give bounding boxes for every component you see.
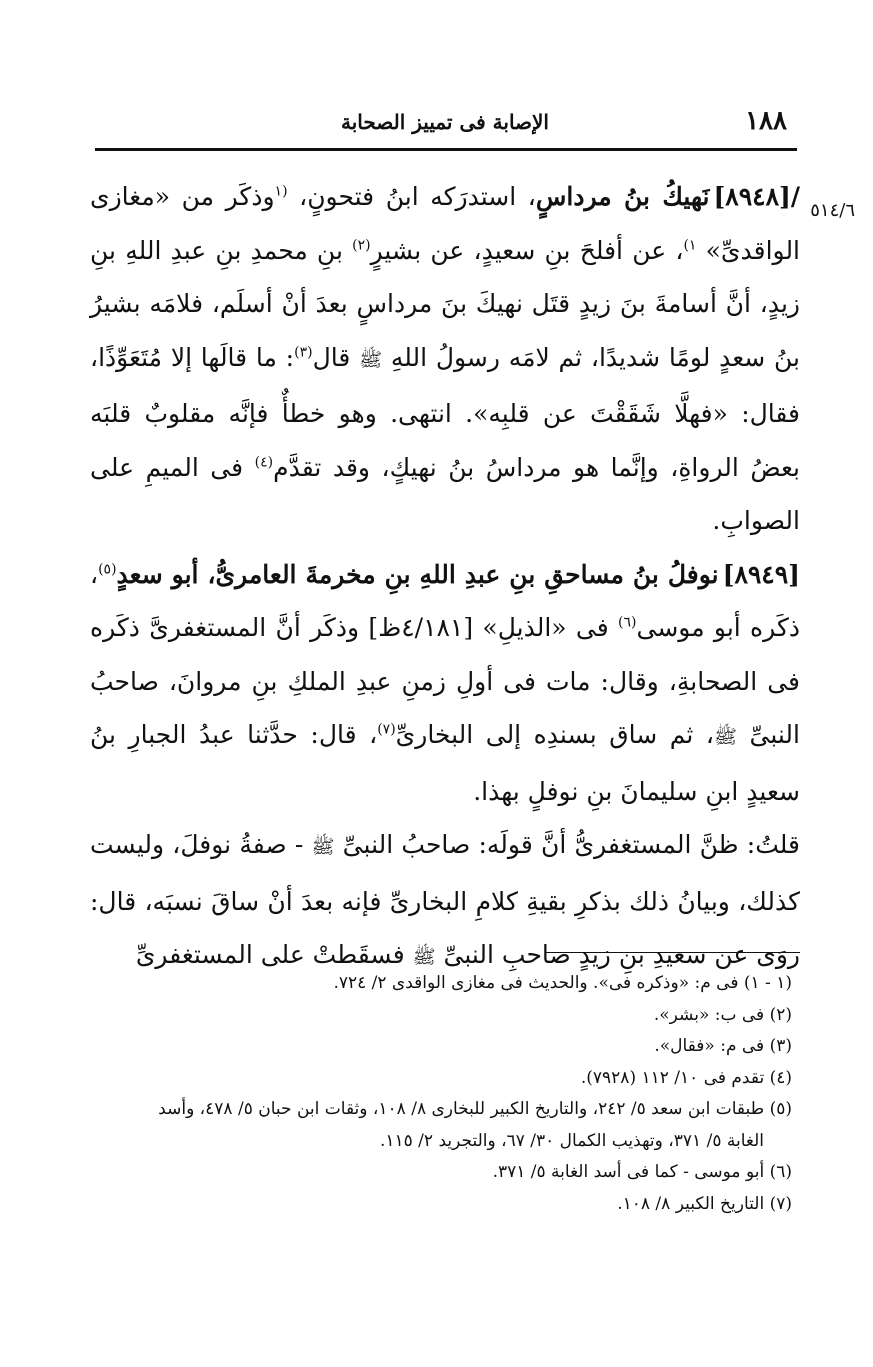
- author-comment: [90, 818, 800, 985]
- pbuh-glyph: ﷺ: [311, 836, 335, 858]
- comment-text: فسقَطتْ على المستغفرىِّ: [135, 940, 413, 969]
- footnote-marker[interactable]: (٦): [618, 614, 637, 631]
- footnotes: [80, 968, 792, 1220]
- page-header: [95, 100, 795, 142]
- footnote-5-continued: الغابة ٥/ ٣٧١، وتهذيب الكمال ٣٠/ ٦٧، والتجريد ٢/ ١١٥.: [379, 1130, 764, 1151]
- entry-text: ، قال: حدَّثنا عبدُ الجبارِ بنُ سعيدٍ ابنِ سليمانَ بنِ نوفلٍ بهذا.: [90, 720, 800, 806]
- entry-text: ، استدرَكه ابنُ فتحونٍ،: [287, 182, 536, 211]
- footnote-marker[interactable]: (٤): [254, 454, 274, 471]
- footnote-4: (٤) تقدم فى ١٠/ ١١٢ (٧٩٢٨).: [580, 1067, 792, 1088]
- pbuh-glyph: ﷺ: [359, 348, 383, 371]
- comment-text: قلتُ: ظنَّ المستغفرىُّ أنَّ قولَه: صاحبُ النبىِّ: [334, 830, 800, 859]
- footnote-2: (٢) فى ب: «بشر».: [653, 1004, 792, 1025]
- entry-text: فى الميمِ على الصوابِ.: [90, 452, 800, 535]
- comment-text: - صفةُ نوفلَ، وليست كذلك، وبيانُ ذلك بذكرِ بقيةِ كلامِ البخارىِّ فإنه بعدَ أنْ ساقَ نسبَه، قال: روَى عن سعيدِ بنِ زيدٍ صاحبِ النبىِّ: [90, 830, 800, 969]
- footnote-1: (١ - ١) فى م: «وذكره فى». والحديث فى مغازى الواقدى ٢/ ٧٢٤.: [333, 973, 792, 993]
- entry-number: /[٨٩٤٨]: [713, 182, 800, 211]
- entry-text: وذكَر من «مغازى الواقدىِّ»: [90, 182, 801, 265]
- pbuh-glyph: ﷺ: [714, 726, 737, 748]
- entry-text: قال: [312, 342, 360, 372]
- entry-8949: [90, 548, 800, 819]
- footnote-3: (٣) فى م: «فقال».: [654, 1036, 792, 1056]
- footnote-marker[interactable]: (١: [274, 183, 288, 200]
- footnote-7: (٧) التاريخ الكبير ٨/ ١٠٨.: [617, 1193, 792, 1214]
- footnote-marker[interactable]: (٣): [294, 344, 313, 361]
- entry-8948: [90, 170, 800, 548]
- footnote-marker[interactable]: ١): [683, 237, 697, 254]
- entry-text: ، عن أفلحَ بنِ سعيدٍ، عن بشيرٍ: [370, 235, 684, 265]
- footnote-separator: [545, 952, 800, 953]
- footnote-marker[interactable]: (٢): [352, 237, 371, 254]
- running-title: الإصابة فى تمييز الصحابة: [341, 110, 549, 134]
- main-text: [90, 170, 800, 985]
- entry-number: [٨٩٤٩]: [722, 559, 800, 589]
- entry-text: : ما قالَها إلا مُتَعَوِّذًا، فقال: «فهلَّا شَقَقْتَ عن قلبِه». انتهى. وهو خطأٌ فإنَّه مقلوبٌ قلبَه بعضُ الرواةِ، وإنَّما هو مرداسُ بنُ نهيكٍ، وقد تقدَّم: [90, 342, 800, 482]
- entry-text: فى «الذيلِ» [٤/١٨١ظ] وذكَر أنَّ المستغفرىَّ ذكَره فى الصحابةِ، وقال: مات فى أولِ زمنِ عبدِ الملكِ بنِ مروانَ، صاحبُ النبىِّ: [90, 613, 800, 749]
- entry-name: نَهيكُ بنُ مرداسٍ: [535, 182, 710, 211]
- entry-text: ، ثم ساق بسندِه إلى البخارىِّ: [395, 720, 714, 749]
- entry-text: بنِ محمدِ بنِ عبدِ اللهِ بنِ زيدٍ، أنَّ أسامةَ بنَ زيدٍ قتَل نهيكَ بنَ مرداسٍ بعدَ أنْ أسلَم، فلامَه بشيرُ بنُ سعدٍ لومًا شديدًا، ثم لامَه رسولُ اللهِ: [90, 235, 801, 372]
- entry-name: نوفلُ بنُ مساحقِ بنِ عبدِ اللهِ بنِ مخرمةَ العامرىُّ، أبو سعدٍ: [116, 559, 719, 589]
- footnote-6: (٦) أبو موسى - كما فى أسد الغابة ٥/ ٣٧١.: [492, 1162, 792, 1182]
- pbuh-glyph: ﷺ: [412, 946, 436, 968]
- margin-reference: ٥١٤/٦: [810, 200, 855, 221]
- footnote-marker[interactable]: (٧): [377, 721, 396, 738]
- footnote-5: (٥) طبقات ابن سعد ٥/ ٢٤٢، والتاريخ الكبير للبخارى ٨/ ١٠٨، وثقات ابن حبان ٥/ ٤٧٨، وأسد: [158, 1099, 792, 1119]
- footnote-marker[interactable]: (٥): [98, 561, 117, 578]
- page-number: ١٨٨: [745, 106, 787, 136]
- header-rule: [95, 148, 797, 151]
- entry-text: ، ذكَره أبو موسى: [90, 559, 800, 642]
